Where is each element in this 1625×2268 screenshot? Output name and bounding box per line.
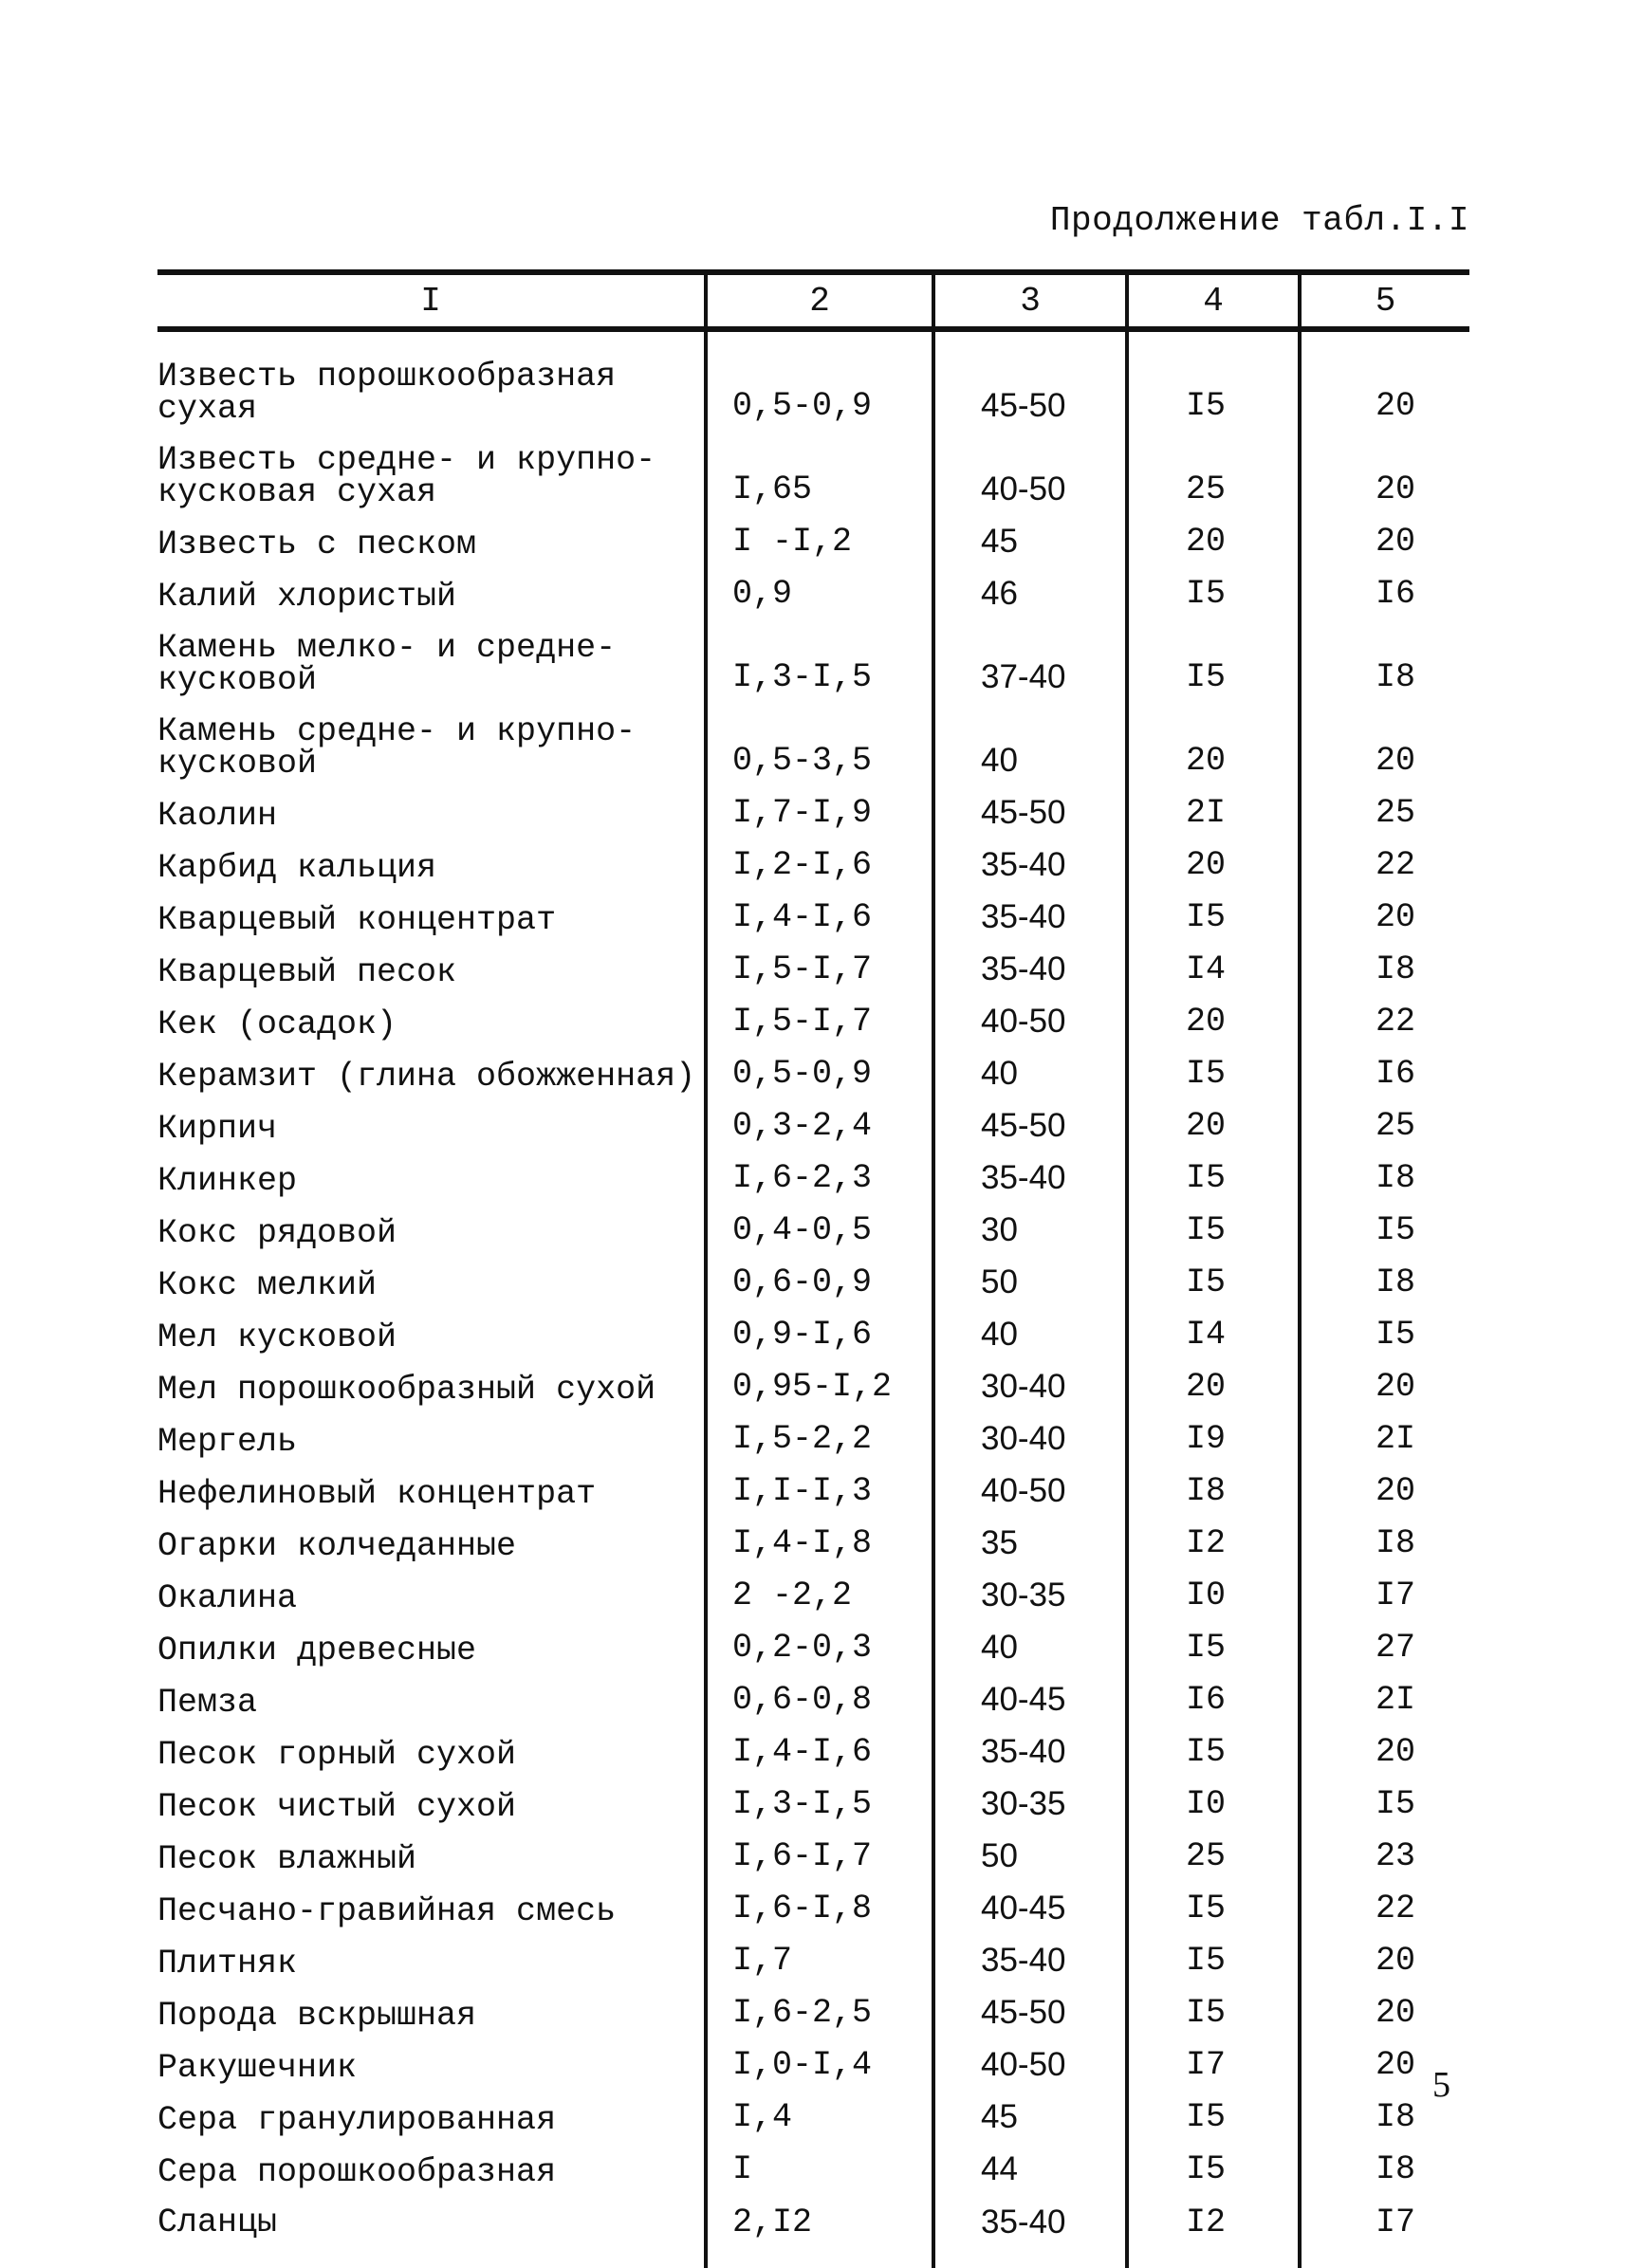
material-name-cell xyxy=(157,1620,706,1672)
table-row xyxy=(157,1255,1469,1307)
column-header-5: 5 xyxy=(1300,272,1469,329)
table-row xyxy=(157,1359,1469,1411)
column-4-cell: 25 xyxy=(1127,431,1300,514)
table-row xyxy=(157,1620,1469,1672)
material-name-line: Калий хлористый xyxy=(157,578,457,616)
column-4-cell: I5 xyxy=(1127,566,1300,618)
table-row xyxy=(157,618,1469,702)
column-2-cell: I,4-I,8 xyxy=(706,1516,933,1568)
column-5-cell: I6 xyxy=(1300,566,1469,618)
column-2-cell: 0,5-0,9 xyxy=(706,329,933,431)
column-4-cell: I0 xyxy=(1127,1568,1300,1620)
column-4-cell: I5 xyxy=(1127,1985,1300,2038)
material-name-cell xyxy=(157,702,706,785)
material-name-line: Сланцы xyxy=(157,2203,278,2241)
material-name-line: Мергель xyxy=(157,1423,298,1461)
column-4-cell: I5 xyxy=(1127,618,1300,702)
material-name-line: Кек (осадок) xyxy=(157,1005,397,1043)
table-row xyxy=(157,1203,1469,1255)
column-2-cell: I,I-I,3 xyxy=(706,1464,933,1516)
material-name-cell xyxy=(157,838,706,890)
column-3-cell: 30-35 xyxy=(933,1568,1127,1620)
table-row xyxy=(157,1933,1469,1985)
column-2-cell: I,4-I,6 xyxy=(706,1724,933,1777)
column-4-cell: I4 xyxy=(1127,1307,1300,1359)
column-3-cell: 45 xyxy=(933,2090,1127,2142)
material-name-cell xyxy=(157,942,706,994)
table-row xyxy=(157,838,1469,890)
material-name-cell xyxy=(157,1046,706,1098)
column-2-cell: I,6-2,3 xyxy=(706,1151,933,1203)
column-3-cell: 40-45 xyxy=(933,1672,1127,1724)
table-body xyxy=(157,329,1469,2268)
page-number: 5 xyxy=(1432,2065,1450,2105)
column-header-1: I xyxy=(157,272,706,329)
column-4-cell: 20 xyxy=(1127,514,1300,566)
table-row xyxy=(157,1151,1469,1203)
material-name-cell xyxy=(157,2142,706,2194)
table-row xyxy=(157,431,1469,514)
column-3-cell: 40 xyxy=(933,702,1127,785)
column-5-cell: I8 xyxy=(1300,618,1469,702)
material-name-line: Плитняк xyxy=(157,1945,298,1982)
column-5-cell: I7 xyxy=(1300,2194,1469,2268)
column-5-cell: 2I xyxy=(1300,1672,1469,1724)
column-4-cell: I5 xyxy=(1127,2090,1300,2142)
materials-table xyxy=(157,269,1469,2268)
column-3-cell: 40-45 xyxy=(933,1881,1127,1933)
material-name-cell xyxy=(157,1151,706,1203)
column-4-cell: I5 xyxy=(1127,329,1300,431)
column-3-cell: 35-40 xyxy=(933,890,1127,942)
material-name-cell xyxy=(157,1829,706,1881)
column-5-cell: 20 xyxy=(1300,1933,1469,1985)
column-2-cell: 0,2-0,3 xyxy=(706,1620,933,1672)
column-4-cell: 20 xyxy=(1127,1359,1300,1411)
column-3-cell: 40 xyxy=(933,1307,1127,1359)
material-name-line: Пемза xyxy=(157,1684,258,1722)
material-name-cell xyxy=(157,1568,706,1620)
column-5-cell: 25 xyxy=(1300,785,1469,838)
column-3-cell: 45-50 xyxy=(933,1985,1127,2038)
column-5-cell: 20 xyxy=(1300,431,1469,514)
table-row xyxy=(157,1829,1469,1881)
column-3-cell: 40-50 xyxy=(933,1464,1127,1516)
column-5-cell: 20 xyxy=(1300,702,1469,785)
table-row xyxy=(157,2038,1469,2090)
material-name-line: Мел кусковой xyxy=(157,1318,397,1356)
material-name-line: кусковой xyxy=(157,661,318,699)
column-5-cell: 20 xyxy=(1300,890,1469,942)
column-5-cell: 22 xyxy=(1300,838,1469,890)
column-2-cell: 2 -2,2 xyxy=(706,1568,933,1620)
column-5-cell: 20 xyxy=(1300,1724,1469,1777)
column-5-cell: I8 xyxy=(1300,1255,1469,1307)
column-4-cell: I4 xyxy=(1127,942,1300,994)
column-2-cell: I,3-I,5 xyxy=(706,618,933,702)
header-row xyxy=(157,272,1469,329)
table-row xyxy=(157,702,1469,785)
column-3-cell: 44 xyxy=(933,2142,1127,2194)
material-name-cell xyxy=(157,2194,706,2268)
column-4-cell: I7 xyxy=(1127,2038,1300,2090)
column-2-cell: 0,4-0,5 xyxy=(706,1203,933,1255)
column-2-cell: 0,9 xyxy=(706,566,933,618)
column-4-cell: I2 xyxy=(1127,2194,1300,2268)
table-header xyxy=(157,272,1469,329)
column-4-cell: I5 xyxy=(1127,890,1300,942)
material-name-line: кусковой xyxy=(157,745,318,783)
column-3-cell: 30-35 xyxy=(933,1777,1127,1829)
column-3-cell: 40 xyxy=(933,1046,1127,1098)
column-2-cell: I xyxy=(706,2142,933,2194)
table-row xyxy=(157,1672,1469,1724)
table-row xyxy=(157,994,1469,1046)
material-name-cell xyxy=(157,1255,706,1307)
material-name-line: кусковая сухая xyxy=(157,473,437,511)
column-4-cell: I8 xyxy=(1127,1464,1300,1516)
column-2-cell: I,65 xyxy=(706,431,933,514)
column-5-cell: 23 xyxy=(1300,1829,1469,1881)
material-name-cell xyxy=(157,785,706,838)
material-name-line: Ракушечник xyxy=(157,2049,358,2087)
column-header-4: 4 xyxy=(1127,272,1300,329)
column-5-cell: 20 xyxy=(1300,329,1469,431)
column-4-cell: I5 xyxy=(1127,1151,1300,1203)
material-name-cell xyxy=(157,1985,706,2038)
column-4-cell: I6 xyxy=(1127,1672,1300,1724)
column-3-cell: 35 xyxy=(933,1516,1127,1568)
column-3-cell: 45-50 xyxy=(933,329,1127,431)
column-3-cell: 40-50 xyxy=(933,2038,1127,2090)
column-5-cell: I7 xyxy=(1300,1568,1469,1620)
table-row xyxy=(157,942,1469,994)
column-5-cell: 20 xyxy=(1300,514,1469,566)
column-2-cell: I,7 xyxy=(706,1933,933,1985)
column-4-cell: I9 xyxy=(1127,1411,1300,1464)
column-3-cell: 45-50 xyxy=(933,1098,1127,1151)
table-row xyxy=(157,2090,1469,2142)
material-name-line: Порода вскрышная xyxy=(157,1997,477,2035)
material-name-cell xyxy=(157,431,706,514)
material-name-line: Камень средне- и крупно- xyxy=(157,712,637,750)
table-row xyxy=(157,890,1469,942)
column-2-cell: I,0-I,4 xyxy=(706,2038,933,2090)
column-3-cell: 35-40 xyxy=(933,1151,1127,1203)
column-3-cell: 45-50 xyxy=(933,785,1127,838)
material-name-line: Опилки древесные xyxy=(157,1632,477,1669)
material-name-line: Кокс мелкий xyxy=(157,1266,378,1304)
column-3-cell: 35-40 xyxy=(933,942,1127,994)
column-4-cell: I0 xyxy=(1127,1777,1300,1829)
column-3-cell: 37-40 xyxy=(933,618,1127,702)
column-4-cell: I5 xyxy=(1127,1724,1300,1777)
column-2-cell: I,3-I,5 xyxy=(706,1777,933,1829)
column-header-3: 3 xyxy=(933,272,1127,329)
column-3-cell: 40-50 xyxy=(933,431,1127,514)
column-3-cell: 35-40 xyxy=(933,838,1127,890)
material-name-line: Клинкер xyxy=(157,1162,298,1200)
column-4-cell: I5 xyxy=(1127,1046,1300,1098)
table-row xyxy=(157,566,1469,618)
column-4-cell: I5 xyxy=(1127,1620,1300,1672)
material-name-line: Кварцевый концентрат xyxy=(157,901,557,939)
column-3-cell: 30 xyxy=(933,1203,1127,1255)
table-row xyxy=(157,2142,1469,2194)
material-name-line: Окалина xyxy=(157,1579,298,1617)
column-5-cell: 22 xyxy=(1300,1881,1469,1933)
material-name-line: Кирпич xyxy=(157,1110,278,1148)
table-row xyxy=(157,1568,1469,1620)
column-2-cell: I -I,2 xyxy=(706,514,933,566)
column-4-cell: 2I xyxy=(1127,785,1300,838)
column-5-cell: I8 xyxy=(1300,1516,1469,1568)
material-name-line: Песок влажный xyxy=(157,1840,417,1878)
material-name-cell xyxy=(157,1411,706,1464)
table-caption: Продолжение табл.I.I xyxy=(1049,201,1469,240)
column-5-cell: I5 xyxy=(1300,1777,1469,1829)
material-name-line: Песок горный сухой xyxy=(157,1736,517,1774)
column-3-cell: 40 xyxy=(933,1620,1127,1672)
column-5-cell: 20 xyxy=(1300,2038,1469,2090)
column-4-cell: 20 xyxy=(1127,702,1300,785)
column-4-cell: I2 xyxy=(1127,1516,1300,1568)
column-3-cell: 46 xyxy=(933,566,1127,618)
column-3-cell: 35-40 xyxy=(933,1724,1127,1777)
table-row xyxy=(157,2194,1469,2268)
material-name-line: Известь порошкообразная xyxy=(157,358,617,396)
column-5-cell: 20 xyxy=(1300,1985,1469,2038)
table-row xyxy=(157,1777,1469,1829)
column-2-cell: 0,3-2,4 xyxy=(706,1098,933,1151)
material-name-line: Песчано-гравийная смесь xyxy=(157,1892,617,1930)
material-name-line: Каолин xyxy=(157,797,278,835)
column-3-cell: 50 xyxy=(933,1829,1127,1881)
column-2-cell: 2,I2 xyxy=(706,2194,933,2268)
column-2-cell: I,7-I,9 xyxy=(706,785,933,838)
table-row xyxy=(157,1881,1469,1933)
column-2-cell: I,4-I,6 xyxy=(706,890,933,942)
column-2-cell: 0,9-I,6 xyxy=(706,1307,933,1359)
material-name-cell xyxy=(157,1672,706,1724)
column-4-cell: 20 xyxy=(1127,1098,1300,1151)
column-5-cell: I5 xyxy=(1300,1203,1469,1255)
table-row xyxy=(157,329,1469,431)
column-4-cell: I5 xyxy=(1127,1203,1300,1255)
material-name-cell xyxy=(157,329,706,431)
column-3-cell: 40-50 xyxy=(933,994,1127,1046)
column-3-cell: 45 xyxy=(933,514,1127,566)
materials-table-container xyxy=(157,269,1469,2241)
table-row xyxy=(157,1464,1469,1516)
material-name-line: Керамзит (глина обожженная) xyxy=(157,1058,696,1096)
column-4-cell: 25 xyxy=(1127,1829,1300,1881)
material-name-cell xyxy=(157,994,706,1046)
column-5-cell: I8 xyxy=(1300,2090,1469,2142)
column-2-cell: I,2-I,6 xyxy=(706,838,933,890)
column-2-cell: I,5-I,7 xyxy=(706,942,933,994)
column-3-cell: 30-40 xyxy=(933,1359,1127,1411)
column-2-cell: 0,95-I,2 xyxy=(706,1359,933,1411)
table-row xyxy=(157,1516,1469,1568)
material-name-cell xyxy=(157,1724,706,1777)
material-name-line: Сера порошкообразная xyxy=(157,2153,557,2191)
column-2-cell: 0,6-0,9 xyxy=(706,1255,933,1307)
column-5-cell: I6 xyxy=(1300,1046,1469,1098)
material-name-cell xyxy=(157,1464,706,1516)
column-2-cell: I,6-2,5 xyxy=(706,1985,933,2038)
material-name-cell xyxy=(157,1777,706,1829)
column-3-cell: 30-40 xyxy=(933,1411,1127,1464)
table-row xyxy=(157,1046,1469,1098)
column-4-cell: I5 xyxy=(1127,1881,1300,1933)
material-name-line: Сера гранулированная xyxy=(157,2101,557,2139)
column-4-cell: 20 xyxy=(1127,994,1300,1046)
material-name-line: Кокс рядовой xyxy=(157,1214,397,1252)
material-name-cell xyxy=(157,1098,706,1151)
column-2-cell: I,6-I,8 xyxy=(706,1881,933,1933)
material-name-cell xyxy=(157,2090,706,2142)
column-5-cell: I8 xyxy=(1300,1151,1469,1203)
material-name-line: Известь с песком xyxy=(157,526,477,563)
column-2-cell: I,4 xyxy=(706,2090,933,2142)
column-5-cell: 20 xyxy=(1300,1359,1469,1411)
material-name-cell xyxy=(157,890,706,942)
column-4-cell: I5 xyxy=(1127,2142,1300,2194)
table-row xyxy=(157,785,1469,838)
material-name-cell xyxy=(157,514,706,566)
table-row xyxy=(157,1098,1469,1151)
column-5-cell: 25 xyxy=(1300,1098,1469,1151)
material-name-line: Известь средне- и крупно- xyxy=(157,441,656,479)
table-row xyxy=(157,1985,1469,2038)
column-5-cell: 2I xyxy=(1300,1411,1469,1464)
material-name-line: Огарки колчеданные xyxy=(157,1527,517,1565)
column-5-cell: 20 xyxy=(1300,1464,1469,1516)
table-row xyxy=(157,1307,1469,1359)
column-5-cell: I8 xyxy=(1300,2142,1469,2194)
material-name-cell xyxy=(157,1881,706,1933)
column-4-cell: I5 xyxy=(1127,1255,1300,1307)
material-name-cell xyxy=(157,1307,706,1359)
column-2-cell: 0,5-3,5 xyxy=(706,702,933,785)
column-2-cell: 0,6-0,8 xyxy=(706,1672,933,1724)
table-row xyxy=(157,514,1469,566)
column-5-cell: 27 xyxy=(1300,1620,1469,1672)
material-name-cell xyxy=(157,1359,706,1411)
material-name-line: Карбид кальция xyxy=(157,849,437,887)
material-name-cell xyxy=(157,1933,706,1985)
column-3-cell: 50 xyxy=(933,1255,1127,1307)
column-5-cell: 22 xyxy=(1300,994,1469,1046)
material-name-line: Песок чистый сухой xyxy=(157,1788,517,1826)
table-row xyxy=(157,1724,1469,1777)
table-row xyxy=(157,1411,1469,1464)
column-3-cell: 35-40 xyxy=(933,1933,1127,1985)
material-name-cell xyxy=(157,566,706,618)
column-4-cell: I5 xyxy=(1127,1933,1300,1985)
column-5-cell: I5 xyxy=(1300,1307,1469,1359)
material-name-line: Кварцевый песок xyxy=(157,953,457,991)
material-name-line: Камень мелко- и средне- xyxy=(157,629,617,667)
column-header-2: 2 xyxy=(706,272,933,329)
material-name-cell xyxy=(157,1516,706,1568)
material-name-cell xyxy=(157,618,706,702)
column-2-cell: I,6-I,7 xyxy=(706,1829,933,1881)
material-name-line: сухая xyxy=(157,390,258,428)
material-name-line: Нефелиновый концентрат xyxy=(157,1475,597,1513)
column-5-cell: I8 xyxy=(1300,942,1469,994)
column-3-cell: 35-40 xyxy=(933,2194,1127,2268)
column-2-cell: 0,5-0,9 xyxy=(706,1046,933,1098)
material-name-line: Мел порошкообразный сухой xyxy=(157,1371,656,1409)
material-name-cell xyxy=(157,2038,706,2090)
material-name-cell xyxy=(157,1203,706,1255)
column-2-cell: I,5-I,7 xyxy=(706,994,933,1046)
column-2-cell: I,5-2,2 xyxy=(706,1411,933,1464)
column-4-cell: 20 xyxy=(1127,838,1300,890)
